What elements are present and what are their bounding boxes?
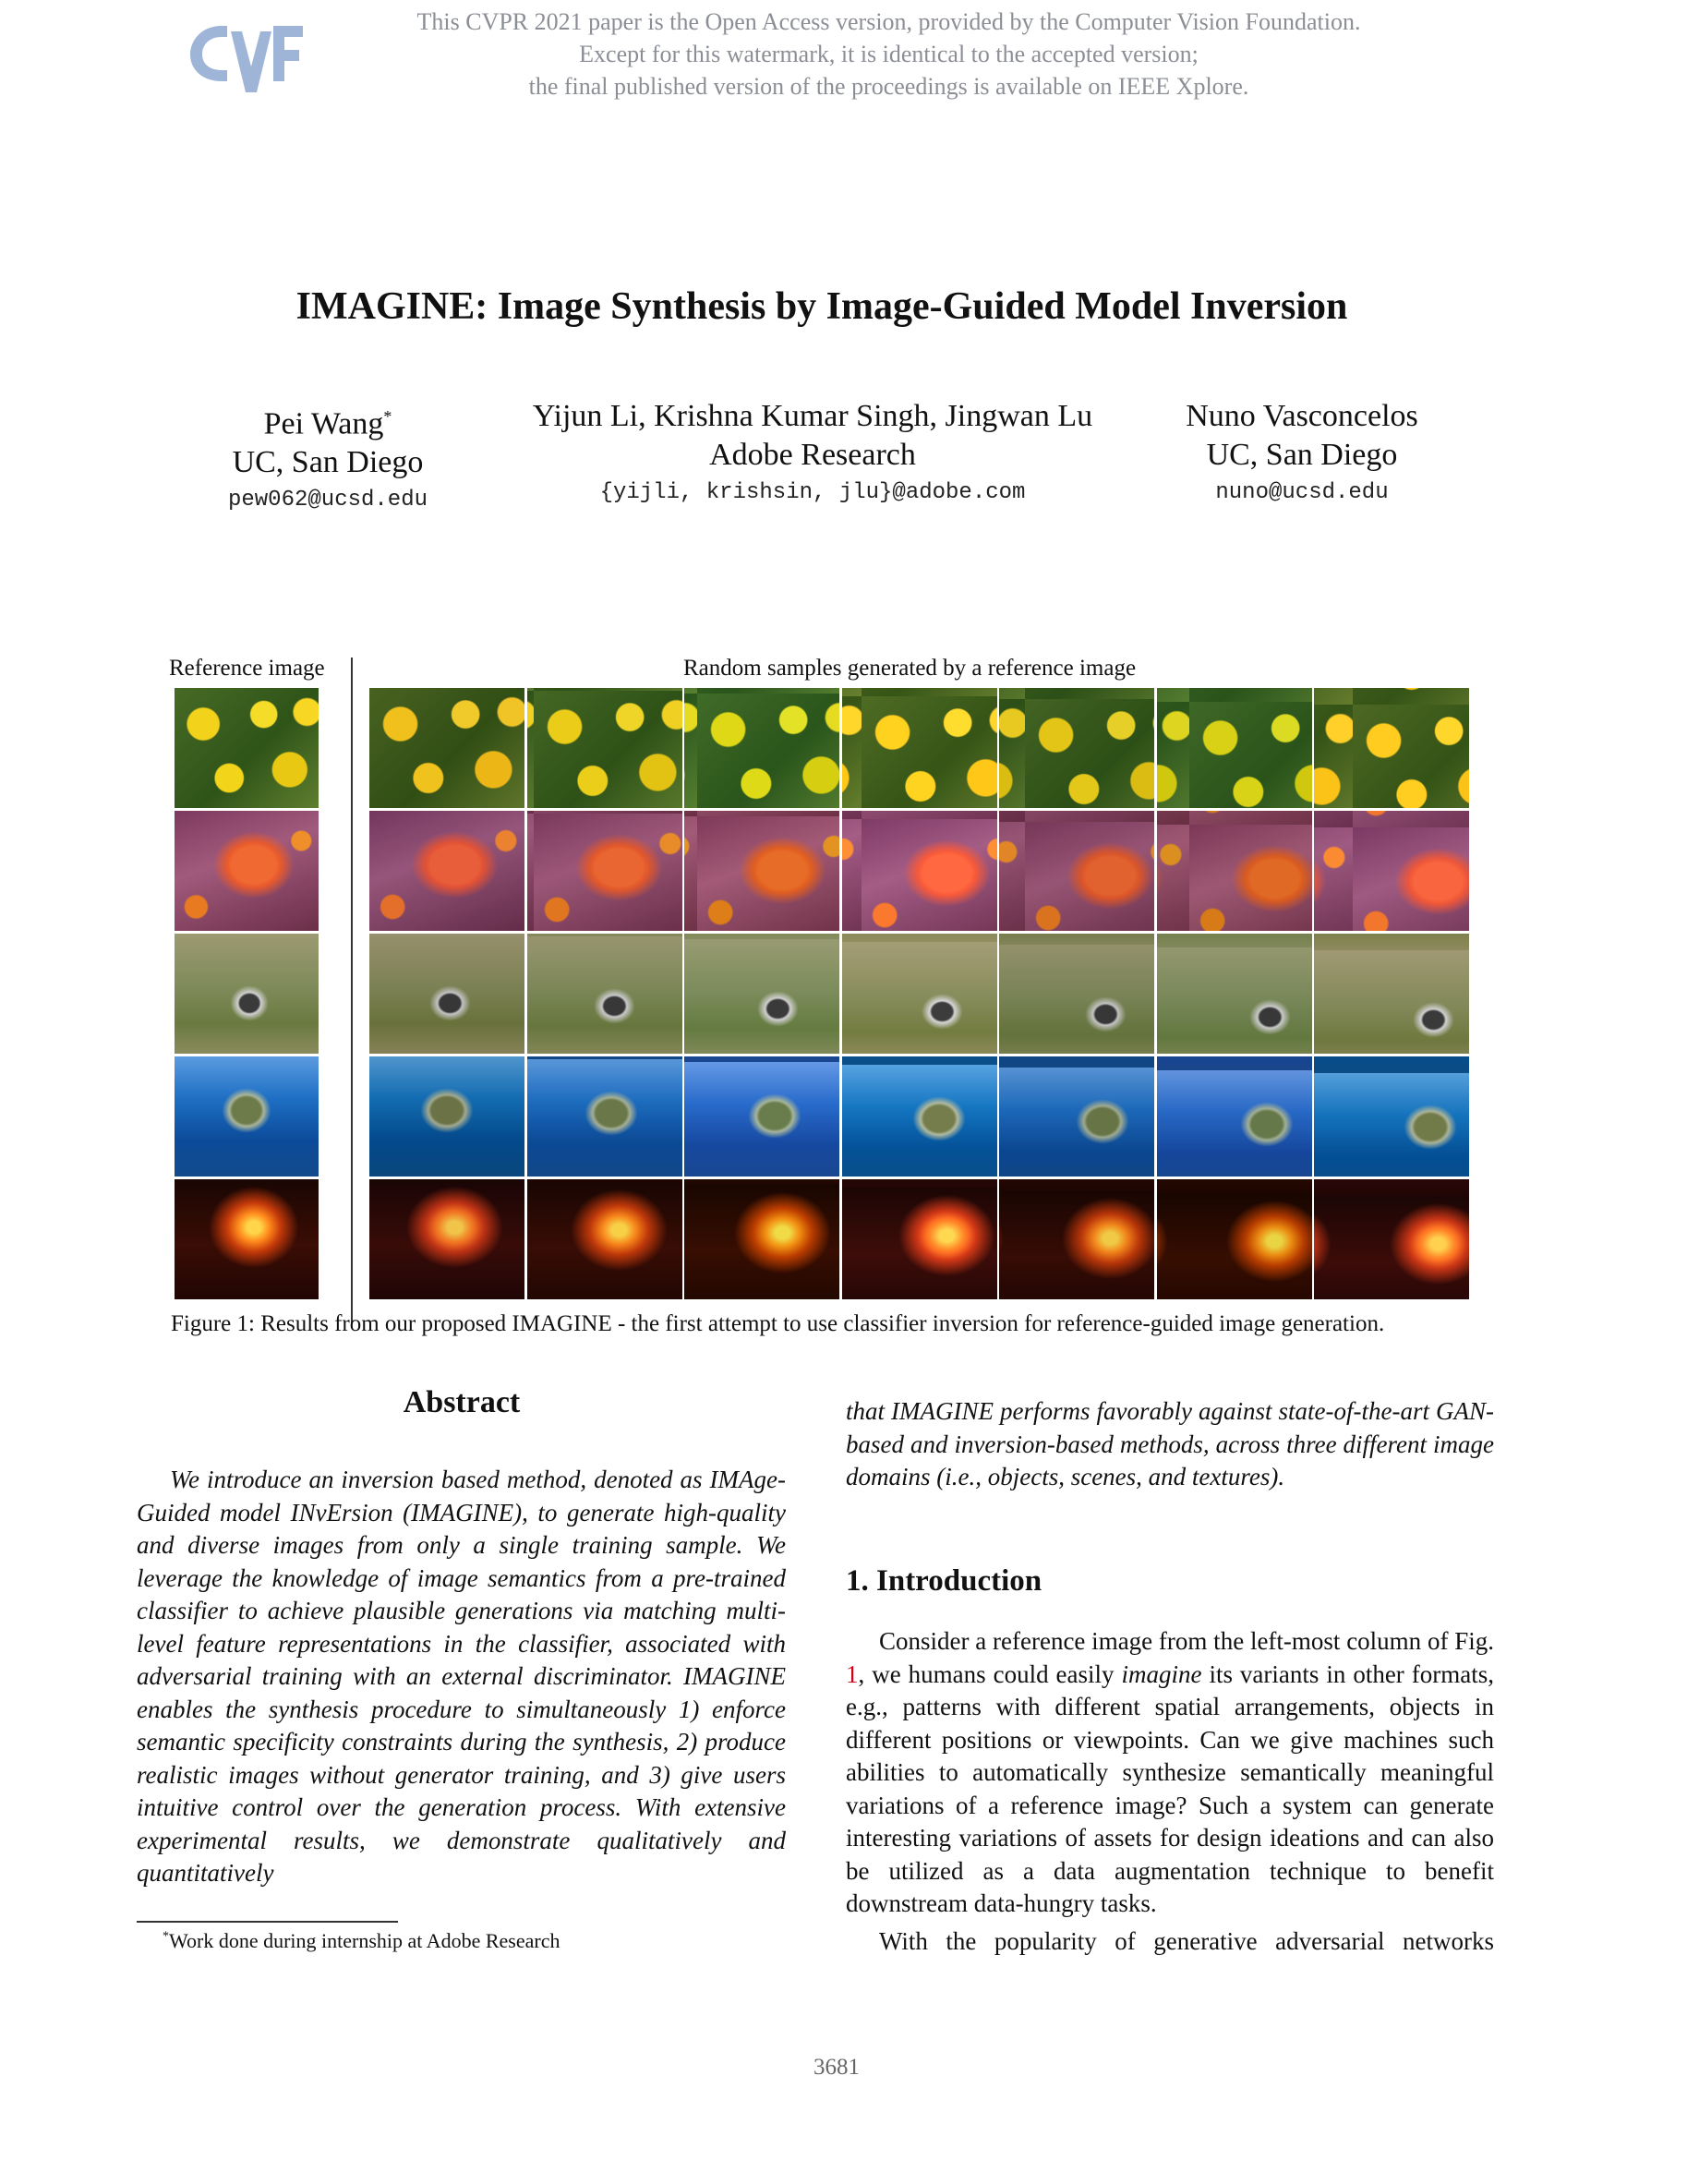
generated-sample-bird [999,934,1154,1054]
generated-sample-flower [1314,688,1469,808]
generated-sample-island [999,1056,1154,1176]
paper-title: IMAGINE: Image Synthesis by Image-Guided Model Inversion [295,285,1348,328]
generated-sample-bird [1157,934,1312,1054]
figure-label-random-samples: Random samples generated by a reference image [683,656,1137,681]
generated-sample-volcano [842,1179,997,1299]
section-heading-introduction: 1. Introduction [846,1564,1042,1598]
generated-sample-star [527,811,682,931]
generated-sample-island [842,1056,997,1176]
generated-sample-volcano [369,1179,524,1299]
intro-text: its variants in other formats, e.g., patterns with different spatial arrangements, objects in different positions or viewpoints. Can we give machines such abilities to automatically synthesize semantically meaningful variations of a reference image? Such a system can generate interesting variations of assets for design ideations and can also be utilized as a data augmentation technique to benefit downstream data-hungry tasks. [846,1659,1494,1917]
author-name: Nuno Vasconcelos [1186,399,1418,433]
generated-sample-volcano [1314,1179,1469,1299]
figure-reference-link[interactable]: 1 [846,1659,859,1688]
generated-sample-flower [369,688,524,808]
intro-paragraph-2: With the popularity of generative adversarial networks [879,1927,1494,1955]
generated-sample-volcano [999,1179,1154,1299]
generated-sample-volcano [684,1179,839,1299]
generated-sample-bird [1314,934,1469,1054]
generated-sample-star [1157,811,1312,931]
generated-sample-volcano [1157,1179,1312,1299]
generated-sample-flower [842,688,997,808]
reference-image-star [175,811,319,931]
author-email: {yijli, krishsin, jlu}@adobe.com [599,480,1026,505]
watermark-line: Except for this watermark, it is identical to the accepted version; [579,41,1199,67]
generated-sample-island [369,1056,524,1176]
footnote-text: Work done during internship at Adobe Research [169,1929,560,1952]
footnote [163,1929,560,1953]
generated-sample-bird [684,934,839,1054]
author-affiliation: UC, San Diego [232,445,424,480]
generated-sample-flower [527,688,682,808]
generated-sample-volcano [527,1179,682,1299]
figure-caption: Figure 1: Results from our proposed IMAGINE - the first attempt to use classifier inversion for reference-guided image generation. [171,1311,1385,1336]
generated-sample-flower [684,688,839,808]
intro-text: Consider a reference image from the left-most column of Fig. [879,1627,1494,1655]
footnote-rule [137,1921,398,1923]
generated-sample-bird [842,934,997,1054]
abstract-text-continued: that IMAGINE performs favorably against state-of-the-art GAN-based and inversion-based methods, across three different image domains (i.e., objects, scenes, and textures). [846,1397,1494,1490]
abstract-text: We introduce an inversion based method, denoted as IMAge-Guided model INvErsion (IMAGINE), to generate high-quality and diverse images from only a single training sample. We leverage the knowledge of image semantics from a pre-trained classifier to achieve plausible generations via matching multi-level feature representations in the classifier, associated with adversarial training with an external discriminator. IMAGINE enables the synthesis procedure to simultaneously 1) enforce semantic specificity constraints during the synthesis, 2) produce realistic images without generator training, and 3) give users intuitive control over the generation process. With extensive experimental results, we demonstrate qualitatively and quantitatively [137,1466,786,1887]
generated-sample-island [1157,1056,1312,1176]
footnote-mark: * [163,1929,169,1944]
author-affiliation: Adobe Research [709,438,916,472]
intro-paragraph-1 [846,1625,1494,1921]
generated-sample-island [1314,1056,1469,1176]
abstract-heading: Abstract [403,1385,521,1419]
generated-sample-star [684,811,839,931]
generated-sample-star [369,811,524,931]
generated-sample-bird [527,934,682,1054]
generated-sample-flower [1157,688,1312,808]
watermark-line: the final published version of the proceedings is available on IEEE Xplore. [528,73,1249,100]
generated-sample-island [527,1056,682,1176]
generated-sample-island [684,1056,839,1176]
author-name: Pei Wang [263,406,384,441]
intro-text: , we humans could easily [858,1659,1122,1688]
figure-label-reference: Reference image [169,656,325,681]
reference-image-island [175,1056,319,1176]
author-email: nuno@ucsd.edu [1215,480,1389,505]
author-name: Yijun Li, Krishna Kumar Singh, Jingwan Lu [532,399,1093,433]
generated-sample-star [842,811,997,931]
reference-image-flower [175,688,319,808]
intro-emphasis: imagine [1121,1659,1202,1688]
author-email: pew062@ucsd.edu [227,488,428,513]
page-number: 3681 [813,2055,860,2080]
generated-sample-star [1314,811,1469,931]
generated-sample-bird [369,934,524,1054]
reference-image-bird [175,934,319,1054]
author-footnote-mark: * [383,407,392,426]
watermark-line: This CVPR 2021 paper is the Open Access version, provided by the Computer Vision Foundation. [416,8,1361,35]
generated-sample-star [999,811,1154,931]
reference-image-volcano [175,1179,319,1299]
generated-sample-flower [999,688,1154,808]
author-affiliation: UC, San Diego [1206,438,1398,472]
